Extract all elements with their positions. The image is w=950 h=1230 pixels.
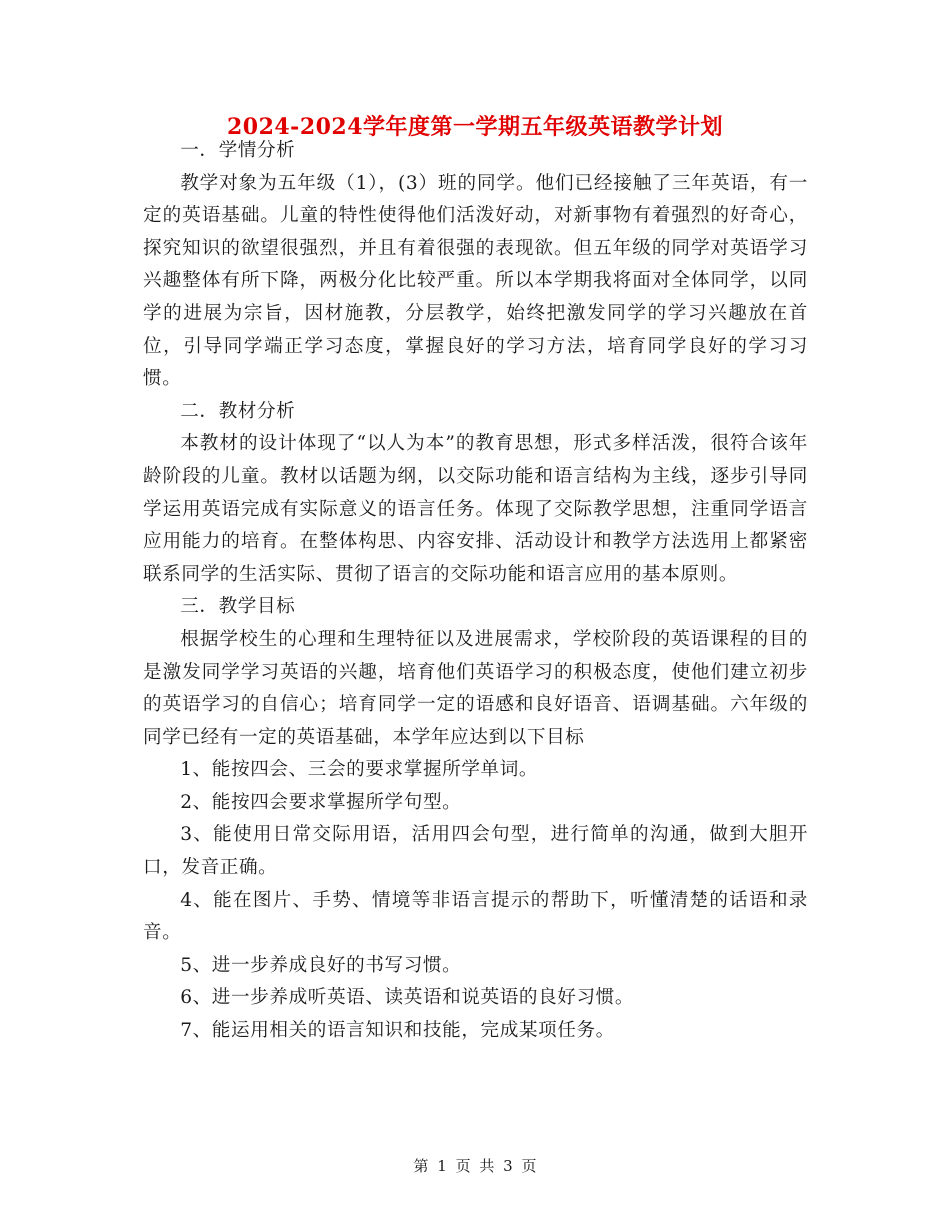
section-heading: 三．教学目标 (180, 596, 296, 618)
paragraph: 教学对象为五年级（1），(3）班的同学。他们已经接触了三年英语，有一定的英语基础。儿童的特性使得他们活泼好动，对新事物有着强烈的好奇心，探究知识的欲望很强烈，并且有着很强的表现欲。但五年级的同学对英语学习兴趣整体有所下降，两极分化比较严重。所以本学期我将面对全体同学，以同学的进展为宗旨，因材施教，分层教学，始终把激发同学的学习兴趣放在首位，引导同学端正学习态度，掌握良好的学习方法，培育同学良好的学习习惯。 (143, 172, 808, 390)
section-heading: 二．教材分析 (180, 400, 296, 422)
document-title: 2024-2024学年度第一学期五年级英语教学计划 (226, 114, 724, 140)
list-item: 2、能按四会要求掌握所学句型。 (180, 791, 462, 813)
paragraph: 本教材的设计体现了“以人为本”的教育思想，形式多样活泼，很符合该年龄阶段的儿童。教材以话题为纲，以交际功能和语言结构为主线，逐步引导同学运用英语完成有实际意义的语言任务。体现了交际教学思想，注重同学语言应用能力的培育。在整体构思、内容安排、活动设计和教学方法选用上都紧密联系同学的生活实际、贯彻了语言的交际功能和语言应用的基本原则。 (143, 433, 808, 585)
page-footer: 第 1 页 共 3 页 (413, 1157, 537, 1175)
list-item: 5、进一步养成良好的书写习惯。 (180, 954, 462, 976)
list-item: 1、能按四会、三会的要求掌握所学单词。 (180, 759, 539, 781)
list-item: 4、能在图片、手势、情境等非语言提示的帮助下，听懂清楚的话语和录音。 (143, 889, 808, 944)
section-heading: 一．学情分析 (180, 140, 296, 161)
list-item: 3、能使用日常交际用语，活用四会句型，进行简单的沟通，做到大胆开口，发音正确。 (143, 824, 808, 879)
document-body (143, 135, 808, 1048)
list-item: 7、能运用相关的语言知识和技能，完成某项任务。 (180, 1020, 615, 1042)
list-item: 6、进一步养成听英语、读英语和说英语的良好习惯。 (180, 987, 635, 1009)
paragraph: 根据学校生的心理和生理特征以及进展需求，学校阶段的英语课程的目的是激发同学学习英语的兴趣，培育他们英语学习的积极态度，使他们建立初步的英语学习的自信心；培育同学一定的语感和良好语音、语调基础。六年级的同学已经有一定的英语基础，本学年应达到以下目标 (143, 628, 808, 748)
